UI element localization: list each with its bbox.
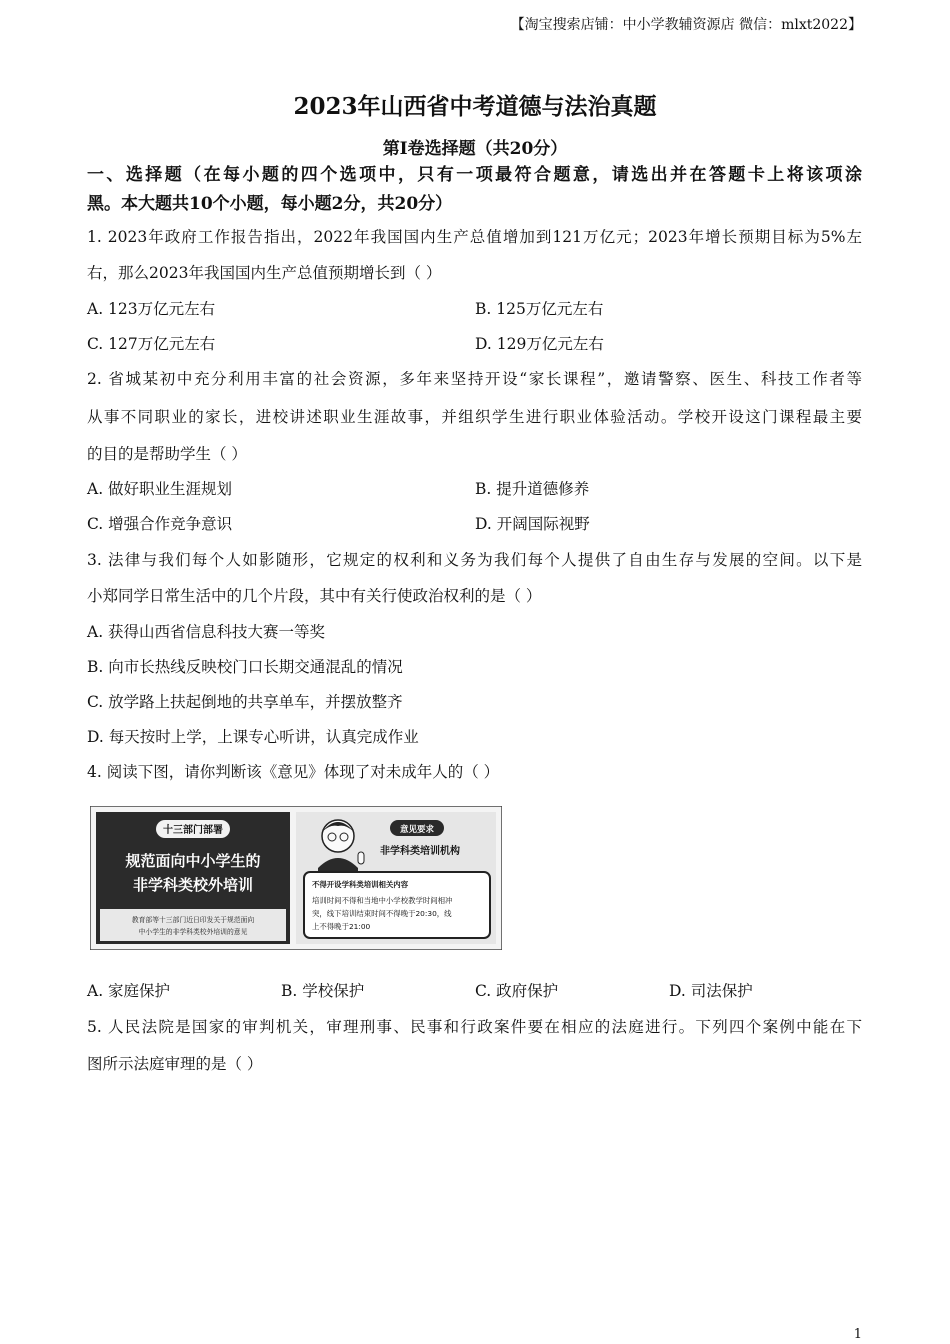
left-title-2: 非学科类校外培训: [132, 876, 254, 894]
q2-option-a: A. 做好职业生涯规划: [87, 480, 233, 498]
q2-option-b: B. 提升道德修养: [475, 480, 590, 498]
box-line-2: 突，线下培训结束时间不得晚于20:30，线: [312, 909, 452, 918]
q2-stem-line-1: 2. 省城某初中充分利用丰富的社会资源，多年来坚持开设“家长课程”，邀请警察、医生、科技工作者等: [87, 370, 862, 388]
q3-option-d: D. 每天按时上学，上课专心听讲，认真完成作业: [87, 728, 419, 746]
box-line-1: 培训时间不得和当地中小学校教学时间相冲: [312, 896, 453, 905]
q5-stem-line-1: 5. 人民法院是国家的审判机关，审理刑事、民事和行政案件要在相应的法庭进行。下列四个案例中能在下: [87, 1018, 862, 1036]
q1-option-d: D. 129万亿元左右: [475, 335, 604, 353]
q4-option-b: B. 学校保护: [281, 982, 365, 1000]
q1-stem-line-2: 右，那么2023年我国国内生产总值预期增长到（ ）: [87, 264, 442, 282]
q3-option-a: A. 获得山西省信息科技大赛一等奖: [87, 623, 326, 641]
box-line-3: 上不得晚于21:00: [312, 922, 371, 931]
left-note-1: 教育部等十三部门近日印发关于规范面向: [131, 916, 255, 924]
q1-option-a: A. 123万亿元左右: [87, 300, 216, 318]
right-subtitle: 非学科类培训机构: [380, 846, 460, 857]
q4-figure: [90, 806, 502, 950]
q2-stem-line-3: 的目的是帮助学生（ ）: [87, 445, 247, 463]
q1-stem-line-1: 1. 2023年政府工作报告指出，2022年我国国内生产总值增加到121万亿元；2023年增长预期目标为5%左: [87, 228, 862, 246]
q5-stem-line-2: 图所示法庭审理的是（ ）: [87, 1055, 263, 1073]
q2-option-c: C. 增强合作竞争意识: [87, 515, 233, 533]
left-badge: 十三部门部署: [163, 825, 223, 836]
q4-option-a: A. 家庭保护: [87, 982, 171, 1000]
q4-option-c: C. 政府保护: [475, 982, 559, 1000]
q2-stem-line-2: 从事不同职业的家长，进校讲述职业生涯故事，并组织学生进行职业体验活动。学校开设这门课程最主要: [87, 408, 862, 426]
page-header: 【淘宝搜索店铺：中小学教辅资源店 微信：mlxt2022】: [510, 17, 862, 33]
q3-option-b: B. 向市长热线反映校门口长期交通混乱的情况: [87, 658, 403, 676]
section-instructions: [87, 161, 862, 219]
section-line-1: 一、选择题（在每小题的四个选项中，只有一项最符合题意，请选出并在答题卡上将该项涂: [87, 165, 862, 185]
q4-figure-image: [90, 806, 502, 950]
section-title: 第Ⅰ卷选择题（共20分）: [382, 139, 568, 159]
section-line-2: 黑。本大题共10个小题，每小题2分，共20分）: [87, 194, 453, 214]
q1-option-b: B. 125万亿元左右: [475, 300, 604, 318]
exam-title: 2023年山西省中考道德与法治真题: [293, 93, 657, 120]
q2-option-d: D. 开阔国际视野: [475, 515, 590, 533]
left-note-2: 中小学生的非学科类校外培训的意见: [138, 928, 248, 936]
q3-stem-line-1: 3. 法律与我们每个人如影随形，它规定的权利和义务为我们每个人提供了自由生存与发展的空间。以下是: [87, 551, 862, 569]
right-badge: 意见要求: [399, 825, 435, 835]
q3-option-c: C. 放学路上扶起倒地的共享单车，并摆放整齐: [87, 693, 403, 711]
left-title-1: 规范面向中小学生的: [125, 852, 261, 870]
q4-option-d: D. 司法保护: [669, 982, 753, 1000]
box-title: 不得开设学科类培训相关内容: [312, 880, 409, 889]
q1-option-c: C. 127万亿元左右: [87, 335, 216, 353]
page-number: 1: [853, 1327, 862, 1342]
q4-stem-line-1: 4. 阅读下图，请你判断该《意见》体现了对未成年人的（ ）: [87, 763, 500, 781]
q3-stem-line-2: 小郑同学日常生活中的几个片段，其中有关行使政治权利的是（ ）: [87, 587, 542, 605]
